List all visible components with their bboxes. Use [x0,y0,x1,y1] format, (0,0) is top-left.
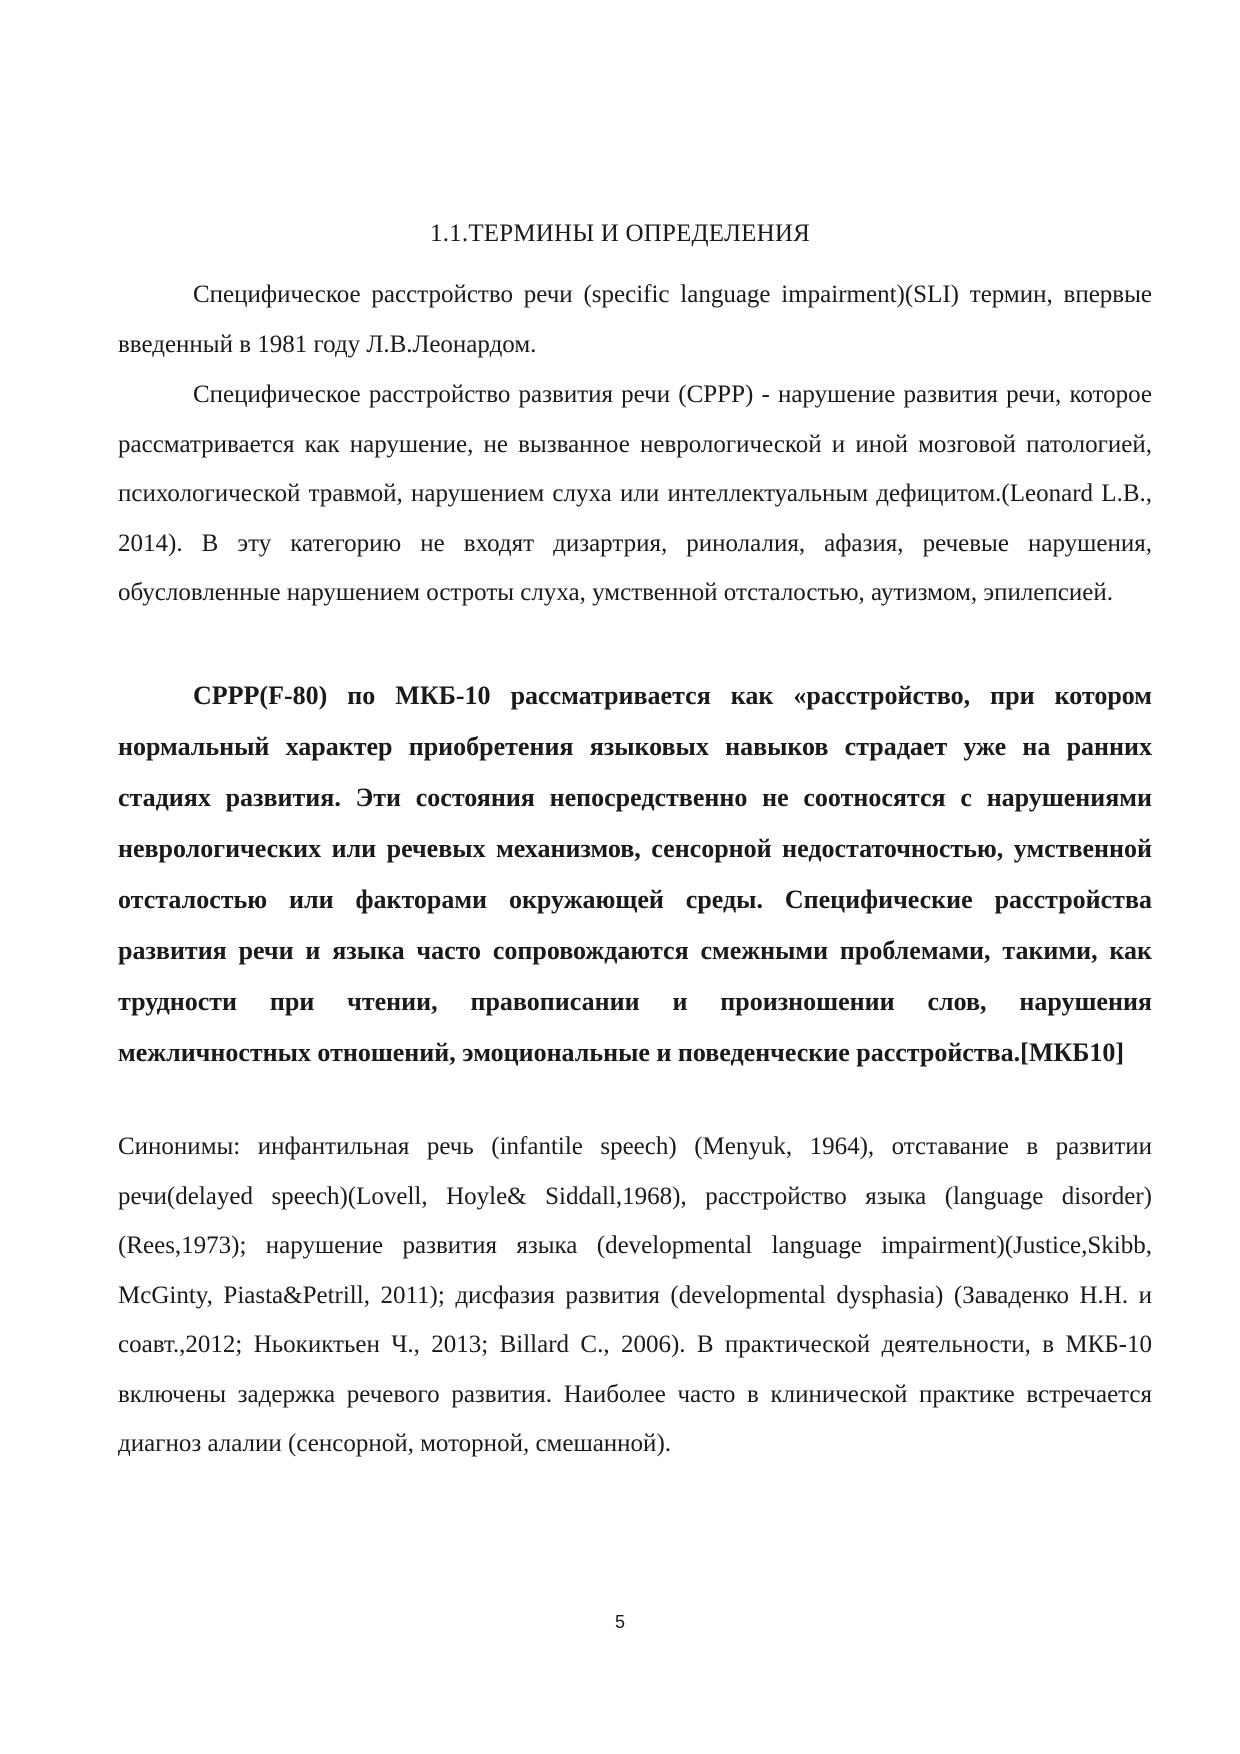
paragraph-synonyms: Синонимы: инфантильная речь (infantile speech) (Menyuk, 1964), отставание в развитии речи(delayed speech)(Lovell, Hoyle& Siddall,1968), расстройство языка (language disorder)(Rees,1973); нарушение развития языка (developmental language impairment)(Justice,Skibb, McGinty, Piasta&Petrill, 2011); дисфазия развития (developmental dysphasia) (Заваденко Н.Н. и соавт.,2012; Ньокиктьен Ч., 2013; Billard C., 2006). В практической деятельности, в МКБ-10 включены задержка речевого развития. Наиболее часто в клинической практике встречается диагноз алалии (сенсорной, моторной, смешанной). [118,1133,1152,1457]
paragraph-sli-definition: Специфическое расстройство речи (specific language impairment)(SLI) термин, впервые введенный в 1981 году Л.В.Леонардом. [118,281,1152,358]
page-number: 5 [614,1612,625,1632]
paragraph-icd10-quote: СРРР(F-80) по МКБ-10 рассматривается как «расстройство, при котором нормальный характер приобретения языковых навыков страдает уже на ранних стадиях развития. Эти состояния непосредственно не соотносятся с нарушениями неврологических или речевых механизмов, сенсорной недостаточностью, умственной отсталостью или факторами окружающей среды. Специфические расстройства развития речи и языка часто сопровождаются смежными проблемами, такими, как трудности при чтении, правописании и произношении слов, нарушения межличностных отношений, эмоциональные и поведенческие расстройства.[МКБ10] [118,681,1152,1067]
section-heading: 1.1.ТЕРМИНЫ И ОПРЕДЕЛЕНИЯ [430,220,810,247]
paragraph-srrr-definition: Специфическое расстройство развития речи (СРРР) - нарушение развития речи, которое рассматривается как нарушение, не вызванное неврологической и иной мозговой патологией, психологической травмой, нарушением слуха или интеллектуальным дефицитом.(Leonard L.B., 2014). В эту категорию не входят дизартрия, ринолалия, афазия, речевые нарушения, обусловленные нарушением остроты слуха, умственной отсталостью, аутизмом, эпилепсией. [118,381,1152,606]
